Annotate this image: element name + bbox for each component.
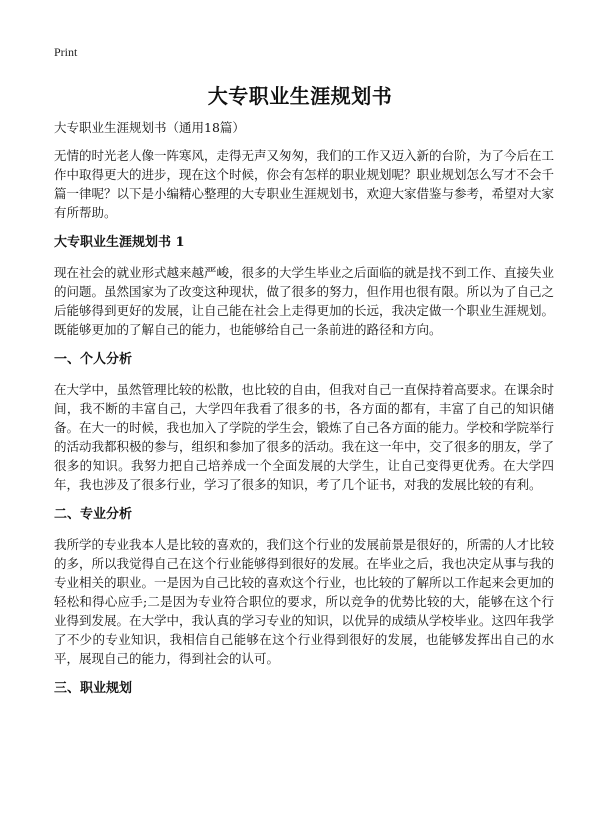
section-text-major-analysis: 我所学的专业我本人是比较的喜欢的，我们这个行业的发展前景是很好的，所需的人才比较的多，所以我觉得自己在这个行业能够得到很好的发展。在毕业之后，我也决定从事与我的 专业相关的职业。一是因为自己比较的喜欢这个行业，也比较的了解所以工作起来会更加的轻松和得心应手;二是因为专业符合职位的要求，所以竞争的优势比较的大，能够在这个行业得到发展。在大学中，我认真的学习专业的知识，以优异的成绩从学校毕业。这四年我学了不少的专业知识，我相信自己能够在这个行业得到很好的发展，也能够发挥出自己的水平，展现自己的能力，得到社会的认可。 bbox=[54, 537, 555, 666]
section-heading-career-plan: 三、职业规划 bbox=[54, 681, 133, 696]
print-link[interactable]: Print bbox=[54, 45, 78, 59]
document-subtitle: 大专职业生涯规划书（通用18篇） bbox=[54, 120, 245, 135]
article-paragraph: 现在社会的就业形式越来越严峻，很多的大学生毕业之后面临的就是找不到工作、直接失业的问题。虽然国家为了改变这种现状，做了很多的努力，但作用也很有限。所以为了自己之后能够得到更好的发展，让自己能在社会上走得更加的长远，我决定做一个职业生涯规划。既能够更加的了解自己的能力，也能够给自己一条前进的路径和方向。 bbox=[54, 265, 555, 337]
document-body bbox=[54, 119, 554, 709]
section-text-personal-analysis: 在大学中，虽然管理比较的松散，也比较的自由，但我对自己一直保持着高要求。在课余时间，我不断的丰富自己，大学四年我看了很多的书，各方面的都有，丰富了自己的知识储备。在大一的时候，我也加入了学院的学生会，锻炼了自己各方面的能力。学校和学院举行的活动我都积极的参与，组织和参加了很多的活动。我在这一年中，交了很多的朋友，学了很多的知识。我努力把自己培养成一个全面发展的大学生，让自己变得更优秀。在大学四年，我也涉及了很多行业，学习了很多的知识，考了几个证书，对我的发展比较的有利。 bbox=[54, 382, 555, 492]
article-heading: 大专职业生涯规划书 1 bbox=[54, 235, 185, 250]
intro-paragraph: 无情的时光老人像一阵寒风，走得无声又匆匆，我们的工作又迈入新的台阶，为了今后在工作中取得更大的进步，现在这个时候，你会有怎样的职业规划呢？职业规划怎么写才不会千篇一律呢？以下是小编精心整理的大专职业生涯规划书，欢迎大家借鉴与参考，希望对大家有所帮助。 bbox=[54, 148, 555, 220]
section-heading-personal-analysis: 一、个人分析 bbox=[54, 352, 133, 367]
section-heading-major-analysis: 二、专业分析 bbox=[54, 507, 133, 522]
document-title: 大专职业生涯规划书 bbox=[207, 84, 393, 108]
